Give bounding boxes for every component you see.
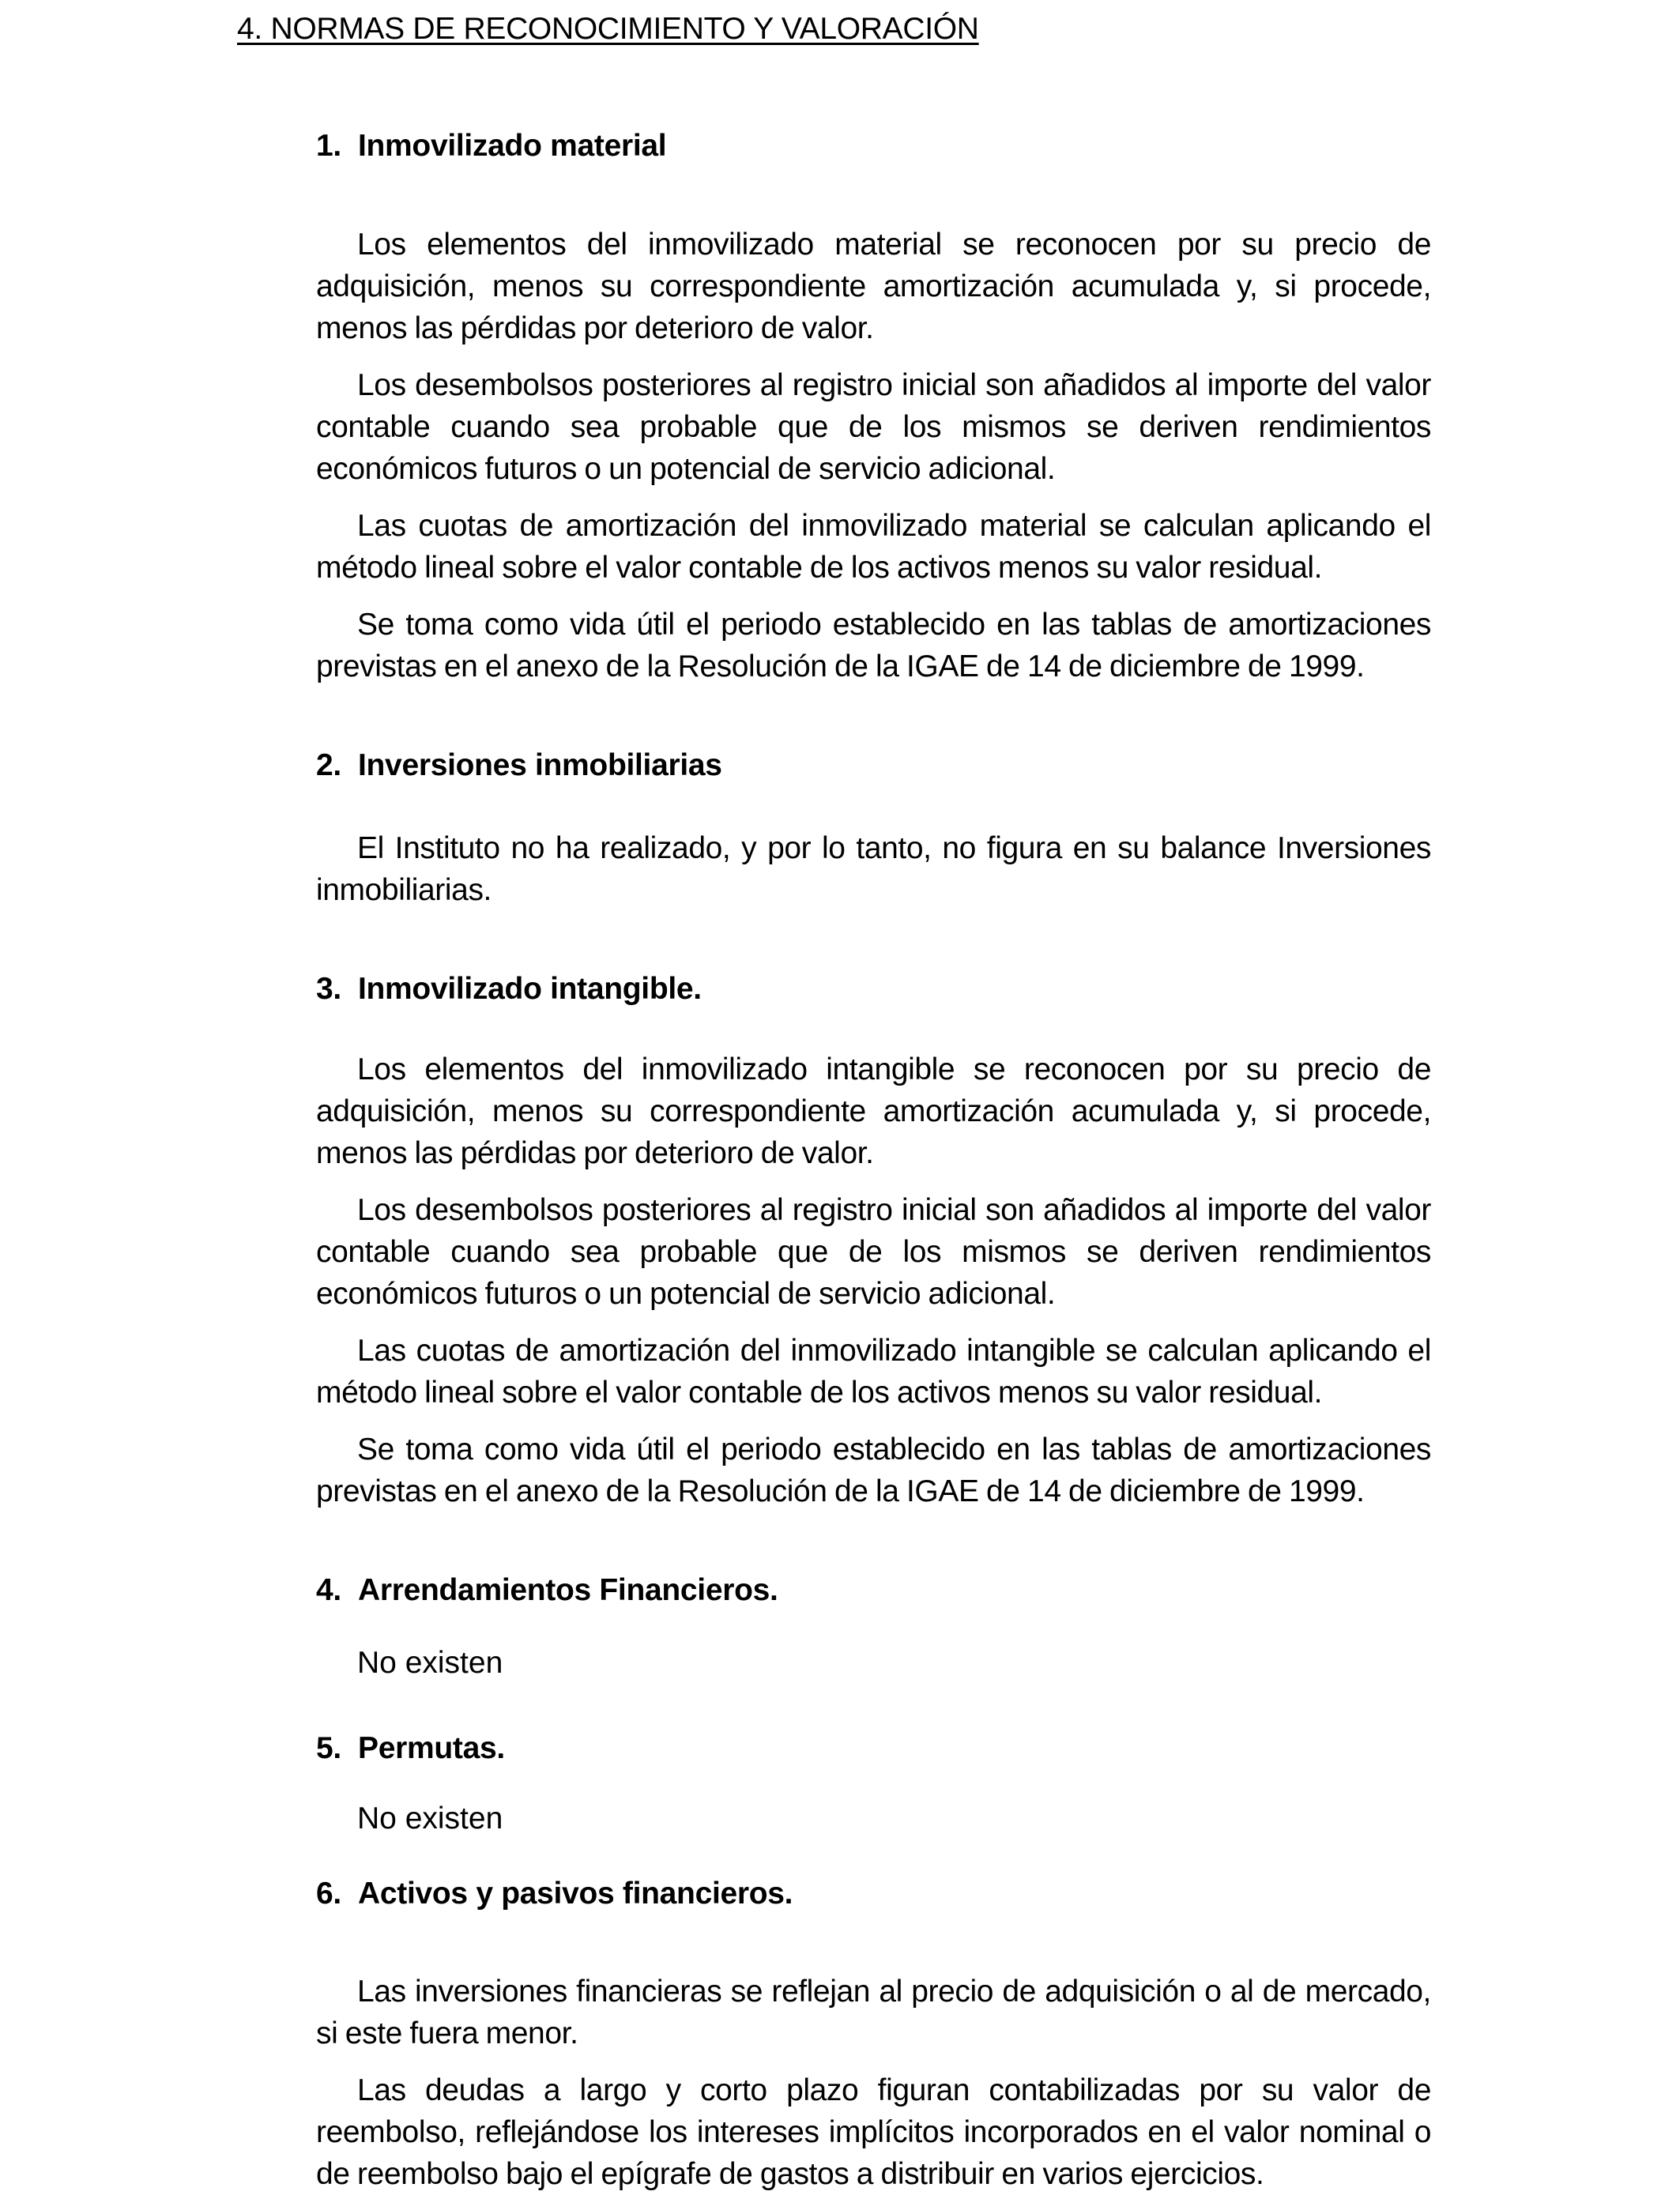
paragraph: Las deudas a largo y corto plazo figuran contabilizadas por su valor de reembolso, reflejándose los intereses implícitos incorporados en el valor nominal o de reembolso bajo el epígrafe de gastos a distribuir en varios ejercicios. — [316, 2073, 1431, 2191]
section-title-arrendamientos-financieros — [316, 1569, 778, 1612]
section-title-text: Permutas. — [358, 1731, 505, 1765]
paragraph: Las cuotas de amortización del inmovilizado material se calculan aplicando el método lineal sobre el valor contable de los activos menos su valor residual. — [316, 509, 1431, 585]
section-title-text: Arrendamientos Financieros. — [358, 1573, 778, 1607]
section-title-text: Inmovilizado intangible. — [358, 972, 702, 1006]
section-number: 1. — [316, 129, 341, 163]
paragraph: El Instituto no ha realizado, y por lo tanto, no figura en su balance Inversiones inmobiliarias. — [316, 831, 1431, 907]
section-title-text: Activos y pasivos financieros. — [358, 1877, 793, 1911]
section-number: 5. — [316, 1731, 341, 1765]
paragraph: Los elementos del inmovilizado material se reconocen por su precio de adquisición, menos su correspondiente amortización acumulada y, si procede, menos las pérdidas por deterioro de valor. — [316, 228, 1431, 345]
paragraph: No existen — [357, 1802, 503, 1835]
paragraph: Las cuotas de amortización del inmovilizado intangible se calculan aplicando el método lineal sobre el valor contable de los activos menos su valor residual. — [316, 1334, 1431, 1410]
paragraph: Se toma como vida útil el periodo establecido en las tablas de amortizaciones previstas en el anexo de la Resolución de la IGAE de 14 de diciembre de 1999. — [316, 1433, 1431, 1508]
paragraph: No existen — [357, 1646, 503, 1680]
section-title-inmovilizado-intangible — [316, 968, 702, 1011]
page-heading: 4. NORMAS DE RECONOCIMIENTO Y VALORACIÓN — [237, 12, 979, 46]
section-number: 6. — [316, 1877, 341, 1911]
section-number: 3. — [316, 972, 341, 1006]
paragraph: Se toma como vida útil el periodo establecido en las tablas de amortizaciones previstas en el anexo de la Resolución de la IGAE de 14 de diciembre de 1999. — [316, 608, 1431, 683]
section-title-permutas — [316, 1727, 505, 1770]
section-number: 4. — [316, 1573, 341, 1607]
section-title-activos-pasivos-financieros — [316, 1873, 793, 1915]
section-number: 2. — [316, 748, 341, 782]
paragraph: Los elementos del inmovilizado intangible se reconocen por su precio de adquisición, menos su correspondiente amortización acumulada y, si procede, menos las pérdidas por deterioro de valor. — [316, 1052, 1431, 1170]
paragraph: Los desembolsos posteriores al registro inicial son añadidos al importe del valor contable cuando sea probable que de los mismos se deriven rendimientos económicos futuros o un potencial de servicio adicional. — [316, 1193, 1431, 1311]
section-title-text: Inmovilizado material — [358, 129, 667, 163]
paragraph: Los desembolsos posteriores al registro inicial son añadidos al importe del valor contable cuando sea probable que de los mismos se deriven rendimientos económicos futuros o un potencial de servicio adicional. — [316, 368, 1431, 486]
section-title-text: Inversiones inmobiliarias — [358, 748, 722, 782]
paragraph: Las inversiones financieras se reflejan al precio de adquisición o al de mercado, si este fuera menor. — [316, 1975, 1431, 2050]
section-title-inmovilizado-material — [316, 125, 666, 168]
section-title-inversiones-inmobiliarias — [316, 744, 722, 787]
